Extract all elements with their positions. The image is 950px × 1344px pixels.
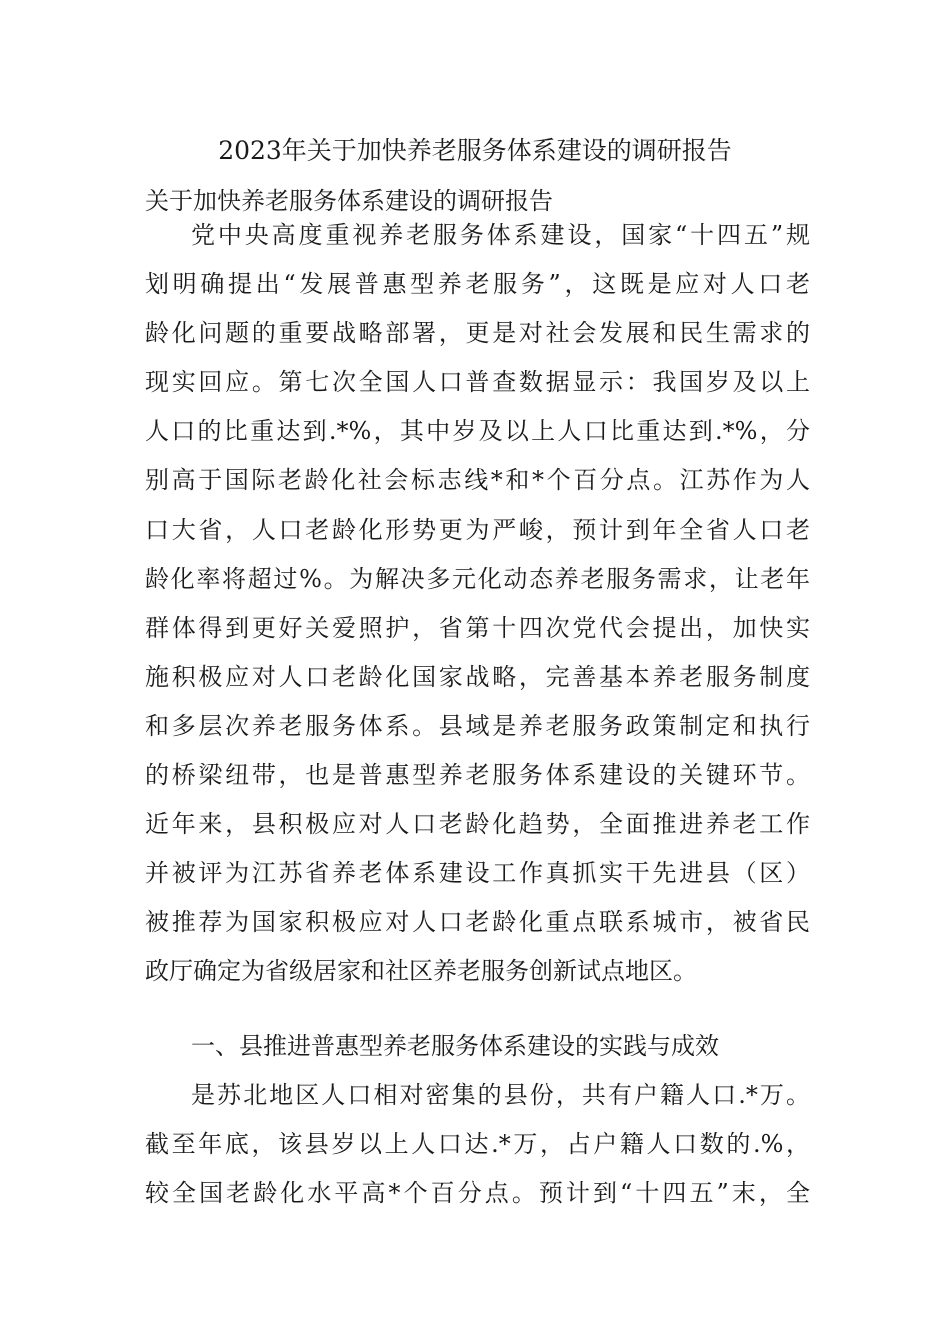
text-line: 的桥梁纽带，也是普惠型养老服务体系建设的关键环节。 [145,761,810,790]
text-line: 别高于国际老龄化社会标志线*和*个百分点。江苏作为人 [145,466,810,495]
text-line: 是苏北地区人口相对密集的县份，共有户籍人口.*万。 [191,1081,810,1109]
text-line: 施积极应对人口老龄化国家战略，完善基本养老服务制度 [145,662,810,691]
text-line: 龄化问题的重要战略部署，更是对社会发展和民生需求的 [145,319,810,348]
text-line: 截至年底，该县岁以上人口达.*万，占户籍人口数的.%， [145,1130,810,1159]
section-heading: 一、县推进普惠型养老服务体系建设的实践与成效 [191,1032,719,1060]
text-line: 较全国老龄化水平高*个百分点。预计到“十四五”末，全 [145,1179,810,1208]
text-line: 现实回应。第七次全国人口普查数据显示：我国岁及以上 [145,368,810,397]
text-line: 龄化率将超过%。为解决多元化动态养老服务需求，让老年 [145,564,810,593]
paragraph-section1 [145,1071,810,1218]
document-subtitle: 关于加快养老服务体系建设的调研报告 [145,187,553,215]
text-line: 群体得到更好关爱照护，省第十四次党代会提出，加快实 [145,613,810,642]
text-line: 人口的比重达到.*%，其中岁及以上人口比重达到.*%，分 [145,417,810,446]
document-title: 2023年关于加快养老服务体系建设的调研报告 [218,136,732,165]
text-line: 被推荐为国家积极应对人口老龄化重点联系城市，被省民 [145,908,810,937]
paragraph-intro [145,211,810,997]
text-line: 政厅确定为省级居家和社区养老服务创新试点地区。 [145,957,697,986]
text-line: 划明确提出“发展普惠型养老服务”，这既是应对人口老 [145,270,810,299]
text-line: 口大省，人口老龄化形势更为严峻，预计到年全省人口老 [145,515,810,544]
text-line: 党中央高度重视养老服务体系建设，国家“十四五”规 [191,221,810,249]
text-line: 近年来，县积极应对人口老龄化趋势，全面推进养老工作 [145,810,810,839]
text-line: 并被评为江苏省养老体系建设工作真抓实干先进县（区） [145,859,810,888]
text-line: 和多层次养老服务体系。县域是养老服务政策制定和执行 [145,711,810,740]
